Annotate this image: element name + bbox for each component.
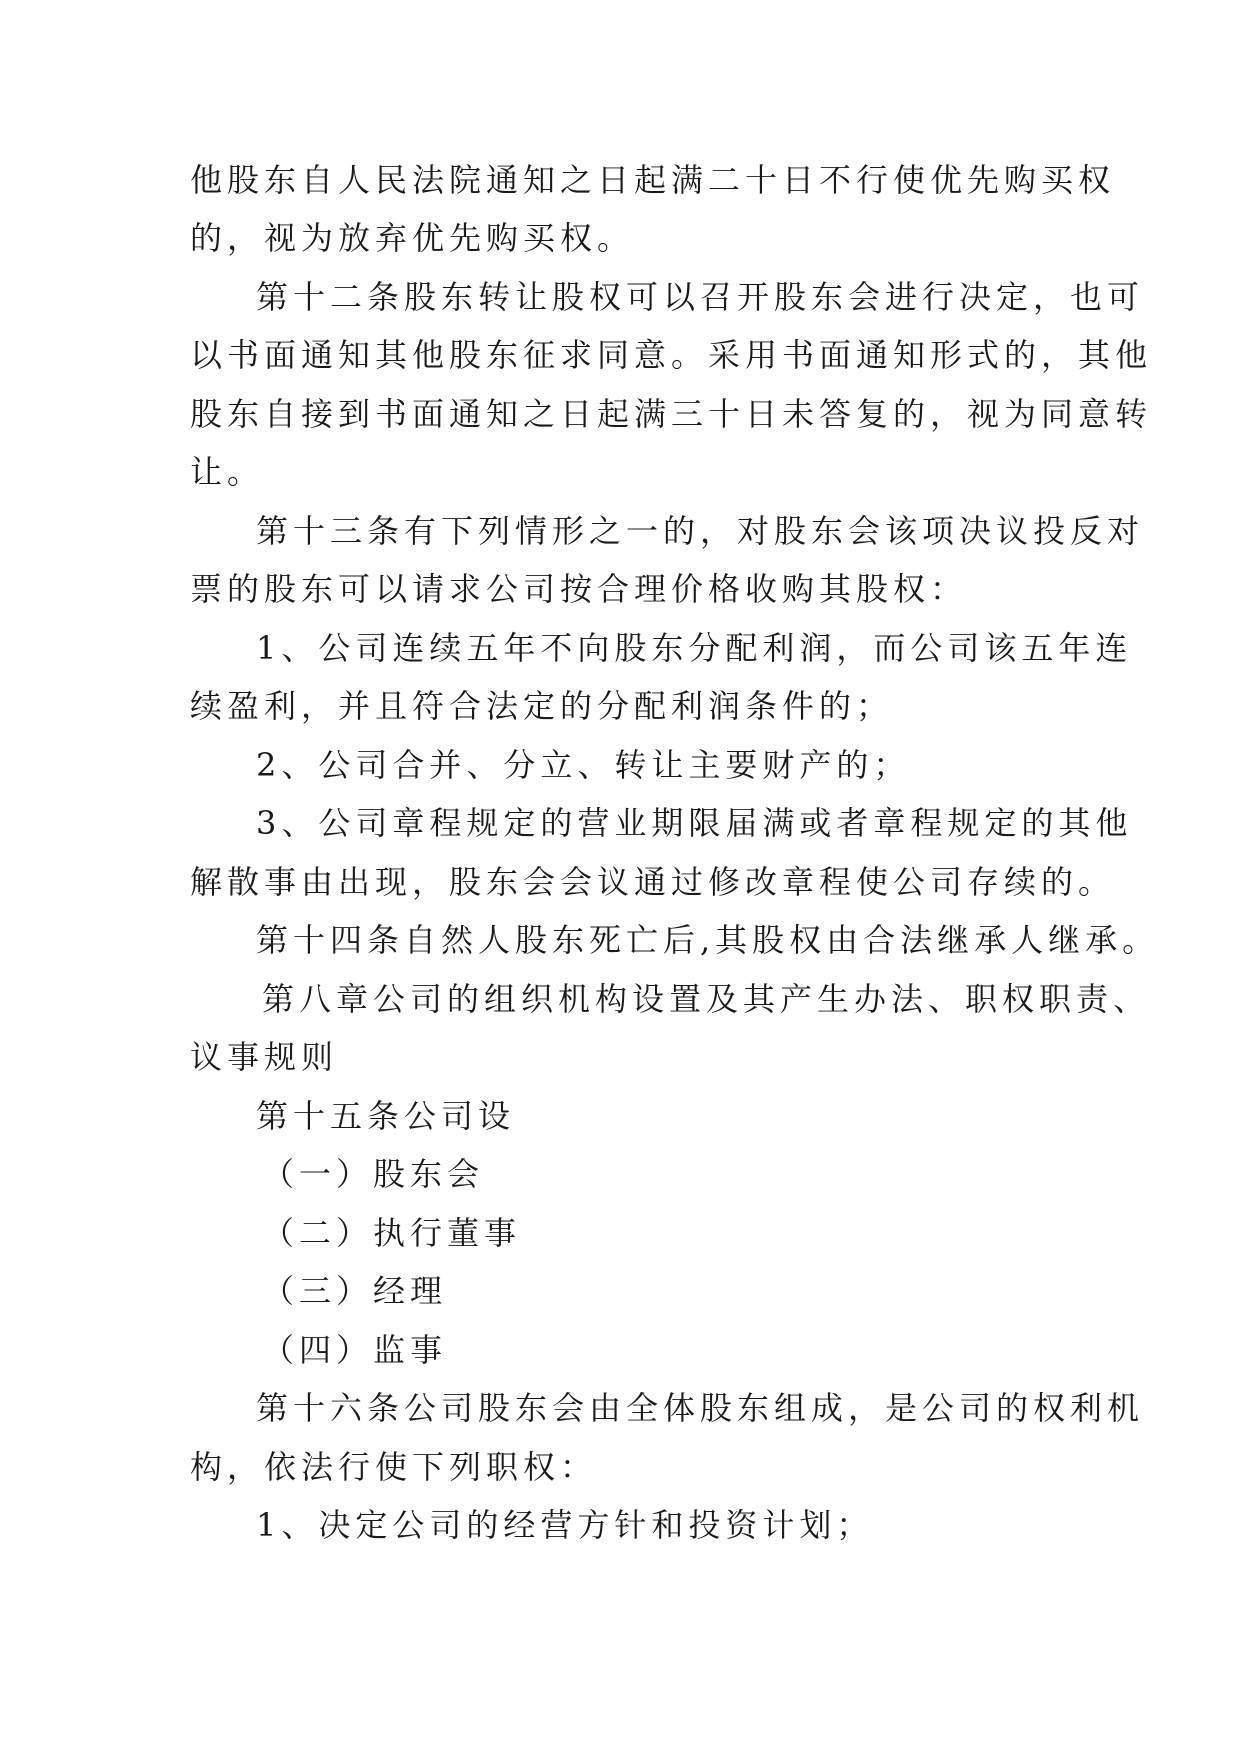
text-line: 构，依法行使下列职权： — [190, 1448, 598, 1486]
article-13-heading: 第十三条有下列情形之一的，对股东会该项决议投反对 — [256, 512, 1145, 550]
article-16-heading: 第十六条公司股东会由全体股东组成，是公司的权利机 — [256, 1389, 1145, 1427]
text-line: 他股东自人民法院通知之日起满二十日不行使优先购买权 — [190, 161, 1116, 199]
text-line: 的，视为放弃优先购买权。 — [190, 219, 635, 257]
text-line: 股东自接到书面通知之日起满三十日未答复的，视为同意转 — [190, 395, 1153, 433]
text-line: 票的股东可以请求公司按合理价格收购其股权： — [190, 570, 968, 608]
text-line: 解散事由出现，股东会会议通过修改章程使公司存续的。 — [190, 863, 1116, 901]
list-item-2: 2、公司合并、分立、转让主要财产的； — [256, 746, 911, 784]
list-item-1: 1、决定公司的经营方针和投资计划； — [256, 1506, 874, 1544]
organ-item-4: （四）监事 — [262, 1331, 448, 1369]
text-line: 让。 — [190, 453, 265, 491]
organ-item-2: （二）执行董事 — [262, 1214, 522, 1252]
list-item-3: 3、公司章程规定的营业期限届满或者章程规定的其他 — [256, 804, 1133, 842]
organ-item-1: （一）股东会 — [262, 1155, 485, 1193]
article-15-heading: 第十五条公司设 — [256, 1097, 516, 1135]
text-line: 议事规则 — [190, 1038, 339, 1076]
article-12-heading: 第十二条股东转让股权可以召开股东会进行决定，也可 — [256, 278, 1145, 316]
text-line: 续盈利，并且符合法定的分配利润条件的； — [190, 687, 894, 725]
organ-item-3: （三）经理 — [262, 1272, 448, 1310]
chapter-8-heading: 第八章公司的组织机构设置及其产生办法、职权职责、 — [262, 980, 1151, 1018]
list-item-1: 1、公司连续五年不向股东分配利润，而公司该五年连 — [256, 629, 1133, 667]
article-14-heading: 第十四条自然人股东死亡后,其股权由合法继承人继承。 — [256, 921, 1160, 959]
text-line: 以书面通知其他股东征求同意。采用书面通知形式的，其他 — [190, 336, 1153, 374]
